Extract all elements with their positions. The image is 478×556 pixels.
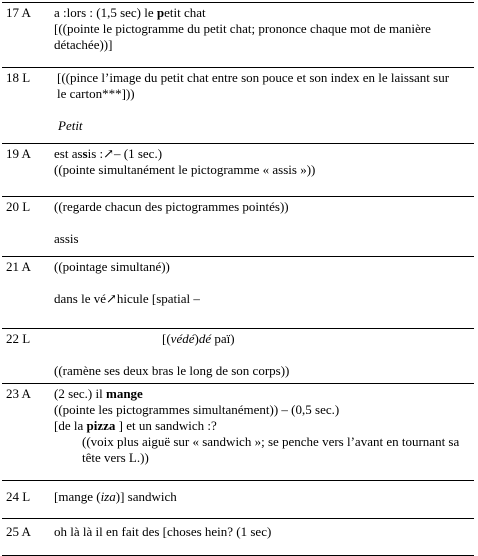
gesture-annotation: [((pointe le pictogramme du petit chat; prononce chaque mot de manière détachée))] (54, 21, 431, 52)
transcript-row-21 (2, 256, 474, 329)
utterance-text: est as (54, 146, 83, 161)
turn-content (54, 259, 470, 307)
utterance-italic: Petit (58, 118, 83, 133)
utterance (54, 146, 470, 162)
gesture-annotation: ((ramène ses deux bras le long de son corps)) (54, 363, 290, 378)
utterance (54, 489, 470, 505)
speaker-label: 21 A (6, 259, 31, 274)
utterance-text: (2 sec.) il (54, 386, 106, 401)
turn-content (54, 489, 470, 505)
utterance-italic: dé (198, 331, 212, 346)
utterance-text: ) (194, 331, 199, 346)
stressed-syllable: p (156, 5, 165, 20)
transcript-row-25 (2, 518, 474, 556)
transcript-row-20 (2, 196, 474, 257)
turn-content (54, 331, 470, 379)
utterance: assis (54, 231, 79, 246)
gesture-annotation: ((pointe simultanément le pictogramme « assis »)) (54, 162, 316, 177)
turn-content (54, 5, 470, 53)
stressed-word: pizza (86, 418, 116, 433)
gesture-annotation: ((pointe les pictogrammes simultanément)) – (0,5 sec.) (54, 402, 340, 417)
speaker-label: 19 A (6, 146, 31, 161)
utterance: oh là là il en fait des [choses hein? (1 sec) (54, 524, 272, 539)
utterance-text: [( (162, 331, 171, 346)
speaker-label: 17 A (6, 5, 31, 20)
utterance (54, 5, 470, 21)
transcript-row-23 (2, 383, 474, 481)
speaker-label: 22 L (6, 331, 31, 346)
utterance-text: paï) (211, 331, 235, 346)
gesture-annotation: ((regarde chacun des pictogrammes pointés)) (54, 199, 289, 214)
transcript-row-17 (2, 2, 474, 68)
voice-annotation: ((voix plus aiguë sur « sandwich »; se penche vers l’avant en tournant sa tête vers L.)) (82, 434, 460, 465)
speaker-label: 23 A (6, 386, 31, 401)
utterance (54, 386, 470, 402)
turn-content (54, 524, 470, 540)
turn-content (54, 386, 470, 466)
speaker-label: 25 A (6, 524, 31, 539)
turn-content (54, 146, 470, 178)
stressed-word: mange (105, 386, 143, 401)
utterance-italic: iza (100, 489, 116, 504)
utterance-text: is :↗– (1 sec.) (87, 146, 163, 161)
transcript-row-22 (2, 328, 474, 384)
utterance (54, 418, 470, 434)
utterance-text: ] et un sandwich :? (115, 418, 217, 433)
utterance-text: [mange ( (54, 489, 101, 504)
transcript-row-18 (2, 67, 474, 144)
utterance-text: a :lors : (1,5 sec) le (54, 5, 157, 20)
transcript-row-19 (2, 143, 474, 197)
utterance-italic: védé (170, 331, 195, 346)
utterance: dans le vé↗hicule [spatial – (54, 291, 200, 306)
turn-content (54, 70, 470, 134)
utterance-text: )] sandwich (115, 489, 177, 504)
transcript-row-24 (2, 480, 474, 519)
gesture-annotation: ((pointage simultané)) (54, 259, 170, 274)
utterance-text: [de la (54, 418, 87, 433)
gesture-annotation: [((pince l’image du petit chat entre son pouce et son index en le laissant sur le carton***])) (57, 70, 450, 101)
utterance-text: etit chat (164, 5, 206, 20)
speaker-label: 20 L (6, 199, 31, 214)
turn-content (54, 199, 470, 247)
stressed-syllable: s (82, 146, 88, 161)
speaker-label: 18 L (6, 70, 31, 85)
utterance (54, 331, 470, 347)
speaker-label: 24 L (6, 489, 31, 504)
